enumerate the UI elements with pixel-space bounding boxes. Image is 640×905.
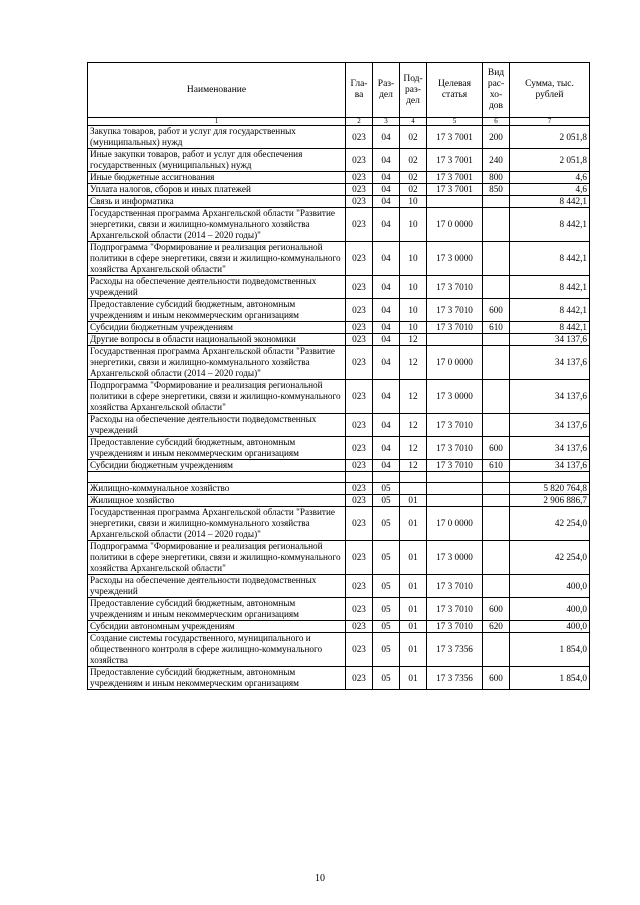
row-amount: 1 854,0	[510, 633, 590, 667]
row-name: Предоставление субсидий бюджетным, автономным учреждениям и иным некоммерческим организациям	[88, 437, 346, 460]
row-amount: 42 254,0	[510, 507, 590, 541]
row-amount: 400,0	[510, 621, 590, 633]
row-name: Иные бюджетные ассигнования	[88, 172, 346, 184]
header-chapter: Гла-ва	[346, 63, 373, 118]
row-name: Подпрограмма "Формирование и реализация региональной политики в сфере энергетики, связи и жилищно-коммунального хозяйства Архангельской области"	[88, 380, 346, 414]
row-amount: 400,0	[510, 575, 590, 598]
row-section: 04	[373, 184, 400, 196]
row-amount: 5 820 764,8	[510, 483, 590, 495]
row-expense-type	[483, 346, 510, 380]
row-section: 04	[373, 149, 400, 172]
row-name: Расходы на обеспечение деятельности подведомственных учреждений	[88, 414, 346, 437]
row-chapter: 023	[346, 299, 373, 322]
budget-table	[87, 62, 590, 690]
row-subsection	[400, 483, 427, 495]
row-expense-type	[483, 208, 510, 242]
row-section: 04	[373, 322, 400, 334]
row-expense-type	[483, 242, 510, 276]
row-expense-type: 600	[483, 299, 510, 322]
row-amount: 1 854,0	[510, 667, 590, 690]
row-expense-type: 600	[483, 667, 510, 690]
row-expense-type	[483, 575, 510, 598]
row-chapter: 023	[346, 322, 373, 334]
row-chapter: 023	[346, 334, 373, 346]
row-name: Предоставление субсидий бюджетным, автономным учреждениям и иным некоммерческим организациям	[88, 598, 346, 621]
row-chapter: 023	[346, 276, 373, 299]
row-chapter: 023	[346, 380, 373, 414]
row-section: 04	[373, 126, 400, 149]
row-subsection: 10	[400, 208, 427, 242]
row-chapter: 023	[346, 126, 373, 149]
header-row	[88, 63, 590, 118]
row-subsection	[400, 472, 427, 483]
table-row	[88, 196, 590, 208]
table-row	[88, 126, 590, 149]
row-subsection: 02	[400, 149, 427, 172]
row-expense-type: 850	[483, 184, 510, 196]
row-name: Расходы на обеспечение деятельности подведомственных учреждений	[88, 575, 346, 598]
table-row	[88, 483, 590, 495]
row-amount	[510, 472, 590, 483]
table-row	[88, 633, 590, 667]
row-expense-type	[483, 541, 510, 575]
row-chapter: 023	[346, 242, 373, 276]
row-chapter: 023	[346, 149, 373, 172]
row-subsection: 02	[400, 126, 427, 149]
table-row	[88, 575, 590, 598]
row-expense-type: 620	[483, 621, 510, 633]
row-subsection: 10	[400, 242, 427, 276]
row-target-item: 17 0 0000	[427, 507, 483, 541]
header-amount: Сумма, тыс. рублей	[510, 63, 590, 118]
row-section: 04	[373, 276, 400, 299]
row-expense-type	[483, 507, 510, 541]
row-subsection: 01	[400, 507, 427, 541]
column-number: 5	[427, 118, 483, 126]
column-number: 3	[373, 118, 400, 126]
row-target-item: 17 3 7356	[427, 633, 483, 667]
row-section: 05	[373, 598, 400, 621]
row-name: Создание системы государственного, муниципального и общественного контроля в сфере жилищно-коммунального хозяйства	[88, 633, 346, 667]
table-row	[88, 541, 590, 575]
row-section: 05	[373, 621, 400, 633]
row-name: Субсидии автономным учреждениям	[88, 621, 346, 633]
row-target-item: 17 3 7010	[427, 414, 483, 437]
row-expense-type: 610	[483, 322, 510, 334]
row-target-item: 17 3 7001	[427, 172, 483, 184]
row-subsection: 10	[400, 299, 427, 322]
row-amount: 34 137,6	[510, 346, 590, 380]
row-section: 04	[373, 460, 400, 472]
row-subsection: 01	[400, 633, 427, 667]
row-name: Государственная программа Архангельской области "Развитие энергетики, связи и жилищно-коммунального хозяйства Архангельской области (2014 – 2020 годы)"	[88, 208, 346, 242]
row-chapter: 023	[346, 483, 373, 495]
row-target-item: 17 3 7010	[427, 437, 483, 460]
row-subsection: 12	[400, 346, 427, 380]
row-chapter: 023	[346, 541, 373, 575]
row-target-item: 17 3 7001	[427, 184, 483, 196]
row-target-item	[427, 472, 483, 483]
row-expense-type	[483, 472, 510, 483]
row-amount: 400,0	[510, 598, 590, 621]
row-target-item: 17 3 7010	[427, 299, 483, 322]
row-target-item: 17 3 7010	[427, 276, 483, 299]
row-expense-type: 600	[483, 598, 510, 621]
table-row	[88, 172, 590, 184]
row-subsection: 01	[400, 598, 427, 621]
table-row	[88, 208, 590, 242]
row-chapter: 023	[346, 667, 373, 690]
table-row	[88, 495, 590, 507]
row-expense-type: 800	[483, 172, 510, 184]
row-chapter: 023	[346, 184, 373, 196]
row-section: 05	[373, 483, 400, 495]
row-target-item	[427, 196, 483, 208]
row-chapter: 023	[346, 414, 373, 437]
row-expense-type: 240	[483, 149, 510, 172]
row-chapter: 023	[346, 196, 373, 208]
row-section: 05	[373, 495, 400, 507]
row-chapter: 023	[346, 346, 373, 380]
row-expense-type	[483, 483, 510, 495]
table-row	[88, 598, 590, 621]
row-amount: 34 137,6	[510, 380, 590, 414]
row-amount: 4,6	[510, 184, 590, 196]
row-name: Подпрограмма "Формирование и реализация региональной политики в сфере энергетики, связи и жилищно-коммунального хозяйства Архангельской области"	[88, 242, 346, 276]
row-section	[373, 472, 400, 483]
row-target-item: 17 3 0000	[427, 541, 483, 575]
table-row	[88, 472, 590, 483]
table-row	[88, 149, 590, 172]
row-target-item: 17 3 7001	[427, 149, 483, 172]
table-row	[88, 437, 590, 460]
row-name: Предоставление субсидий бюджетным, автономным учреждениям и иным некоммерческим организациям	[88, 299, 346, 322]
row-section: 04	[373, 414, 400, 437]
row-name: Другие вопросы в области национальной экономики	[88, 334, 346, 346]
row-chapter: 023	[346, 172, 373, 184]
row-subsection: 12	[400, 334, 427, 346]
row-section: 05	[373, 541, 400, 575]
row-section: 04	[373, 437, 400, 460]
row-subsection: 10	[400, 196, 427, 208]
row-subsection: 01	[400, 667, 427, 690]
row-section: 05	[373, 507, 400, 541]
row-amount: 34 137,6	[510, 437, 590, 460]
row-name: Иные закупки товаров, работ и услуг для обеспечения государственных (муниципальных) нужд	[88, 149, 346, 172]
row-expense-type	[483, 414, 510, 437]
row-subsection: 12	[400, 380, 427, 414]
row-section: 04	[373, 346, 400, 380]
row-section: 04	[373, 196, 400, 208]
row-name: Предоставление субсидий бюджетным, автономным учреждениям и иным некоммерческим организациям	[88, 667, 346, 690]
row-target-item: 17 3 7010	[427, 621, 483, 633]
table-row	[88, 667, 590, 690]
row-subsection: 12	[400, 437, 427, 460]
row-target-item: 17 0 0000	[427, 208, 483, 242]
row-subsection: 01	[400, 575, 427, 598]
row-section: 04	[373, 334, 400, 346]
row-target-item	[427, 334, 483, 346]
row-section: 04	[373, 380, 400, 414]
column-number: 2	[346, 118, 373, 126]
row-target-item: 17 3 0000	[427, 242, 483, 276]
table-row	[88, 380, 590, 414]
row-amount: 34 137,6	[510, 414, 590, 437]
row-section: 04	[373, 172, 400, 184]
row-name: Субсидии бюджетным учреждениям	[88, 460, 346, 472]
row-name: Связь и информатика	[88, 196, 346, 208]
row-subsection: 01	[400, 541, 427, 575]
table-row	[88, 334, 590, 346]
row-expense-type	[483, 380, 510, 414]
row-amount: 8 442,1	[510, 276, 590, 299]
row-name	[88, 472, 346, 483]
row-expense-type	[483, 633, 510, 667]
row-expense-type	[483, 196, 510, 208]
row-target-item: 17 3 7010	[427, 322, 483, 334]
row-target-item: 17 3 7010	[427, 575, 483, 598]
header-expense-type: Вид рас-хо-дов	[483, 63, 510, 118]
table-row	[88, 414, 590, 437]
row-section: 04	[373, 299, 400, 322]
row-target-item	[427, 483, 483, 495]
table-row	[88, 299, 590, 322]
row-subsection: 12	[400, 460, 427, 472]
row-chapter: 023	[346, 437, 373, 460]
row-expense-type: 200	[483, 126, 510, 149]
row-amount: 8 442,1	[510, 242, 590, 276]
row-subsection: 01	[400, 621, 427, 633]
header-subsection: Под-раз-дел	[400, 63, 427, 118]
row-target-item: 17 0 0000	[427, 346, 483, 380]
table-row	[88, 460, 590, 472]
table-row	[88, 276, 590, 299]
row-name: Субсидии бюджетным учреждениям	[88, 322, 346, 334]
page-number: 10	[315, 873, 325, 884]
row-amount: 34 137,6	[510, 460, 590, 472]
header-section: Раз-дел	[373, 63, 400, 118]
row-section: 05	[373, 633, 400, 667]
row-name: Государственная программа Архангельской области "Развитие энергетики, связи и жилищно-коммунального хозяйства Архангельской области (2014 – 2020 годы)"	[88, 507, 346, 541]
row-target-item: 17 3 7010	[427, 598, 483, 621]
column-number: 1	[88, 118, 346, 126]
row-name: Закупка товаров, работ и услуг для государственных (муниципальных) нужд	[88, 126, 346, 149]
row-amount: 42 254,0	[510, 541, 590, 575]
row-subsection: 01	[400, 495, 427, 507]
row-amount: 8 442,1	[510, 196, 590, 208]
row-chapter: 023	[346, 507, 373, 541]
row-amount: 8 442,1	[510, 208, 590, 242]
row-subsection: 02	[400, 172, 427, 184]
table-row	[88, 507, 590, 541]
row-subsection: 10	[400, 276, 427, 299]
row-expense-type: 600	[483, 437, 510, 460]
column-number-row	[88, 118, 590, 126]
row-expense-type: 610	[483, 460, 510, 472]
row-name: Жилищно-коммунальное хозяйство	[88, 483, 346, 495]
table-row	[88, 346, 590, 380]
row-target-item: 17 3 7001	[427, 126, 483, 149]
row-subsection: 10	[400, 322, 427, 334]
row-amount: 8 442,1	[510, 322, 590, 334]
row-name: Жилищное хозяйство	[88, 495, 346, 507]
header-target-item: Целевая статья	[427, 63, 483, 118]
row-target-item: 17 3 0000	[427, 380, 483, 414]
header-name: Наименование	[88, 63, 346, 118]
column-number: 6	[483, 118, 510, 126]
row-name: Государственная программа Архангельской области "Развитие энергетики, связи и жилищно-коммунального хозяйства Архангельской области (2014 – 2020 годы)"	[88, 346, 346, 380]
row-chapter: 023	[346, 598, 373, 621]
table-row	[88, 322, 590, 334]
row-chapter: 023	[346, 495, 373, 507]
row-amount: 34 137,6	[510, 334, 590, 346]
row-expense-type	[483, 495, 510, 507]
row-name: Уплата налогов, сборов и иных платежей	[88, 184, 346, 196]
row-chapter: 023	[346, 575, 373, 598]
row-section: 04	[373, 208, 400, 242]
table-row	[88, 621, 590, 633]
row-subsection: 02	[400, 184, 427, 196]
table-row	[88, 242, 590, 276]
row-chapter: 023	[346, 460, 373, 472]
row-section: 05	[373, 575, 400, 598]
row-subsection: 12	[400, 414, 427, 437]
row-name: Подпрограмма "Формирование и реализация региональной политики в сфере энергетики, связи и жилищно-коммунального хозяйства Архангельской области"	[88, 541, 346, 575]
column-number: 7	[510, 118, 590, 126]
row-expense-type	[483, 334, 510, 346]
table-row	[88, 184, 590, 196]
row-chapter: 023	[346, 621, 373, 633]
column-number: 4	[400, 118, 427, 126]
row-chapter: 023	[346, 208, 373, 242]
row-target-item: 17 3 7010	[427, 460, 483, 472]
row-amount: 4,6	[510, 172, 590, 184]
row-amount: 2 051,8	[510, 126, 590, 149]
row-expense-type	[483, 276, 510, 299]
row-chapter	[346, 472, 373, 483]
row-target-item: 17 3 7356	[427, 667, 483, 690]
table-body	[88, 126, 590, 690]
row-amount: 8 442,1	[510, 299, 590, 322]
row-section: 04	[373, 242, 400, 276]
row-section: 05	[373, 667, 400, 690]
row-amount: 2 051,8	[510, 149, 590, 172]
row-name: Расходы на обеспечение деятельности подведомственных учреждений	[88, 276, 346, 299]
row-chapter: 023	[346, 633, 373, 667]
row-amount: 2 906 886,7	[510, 495, 590, 507]
row-target-item	[427, 495, 483, 507]
